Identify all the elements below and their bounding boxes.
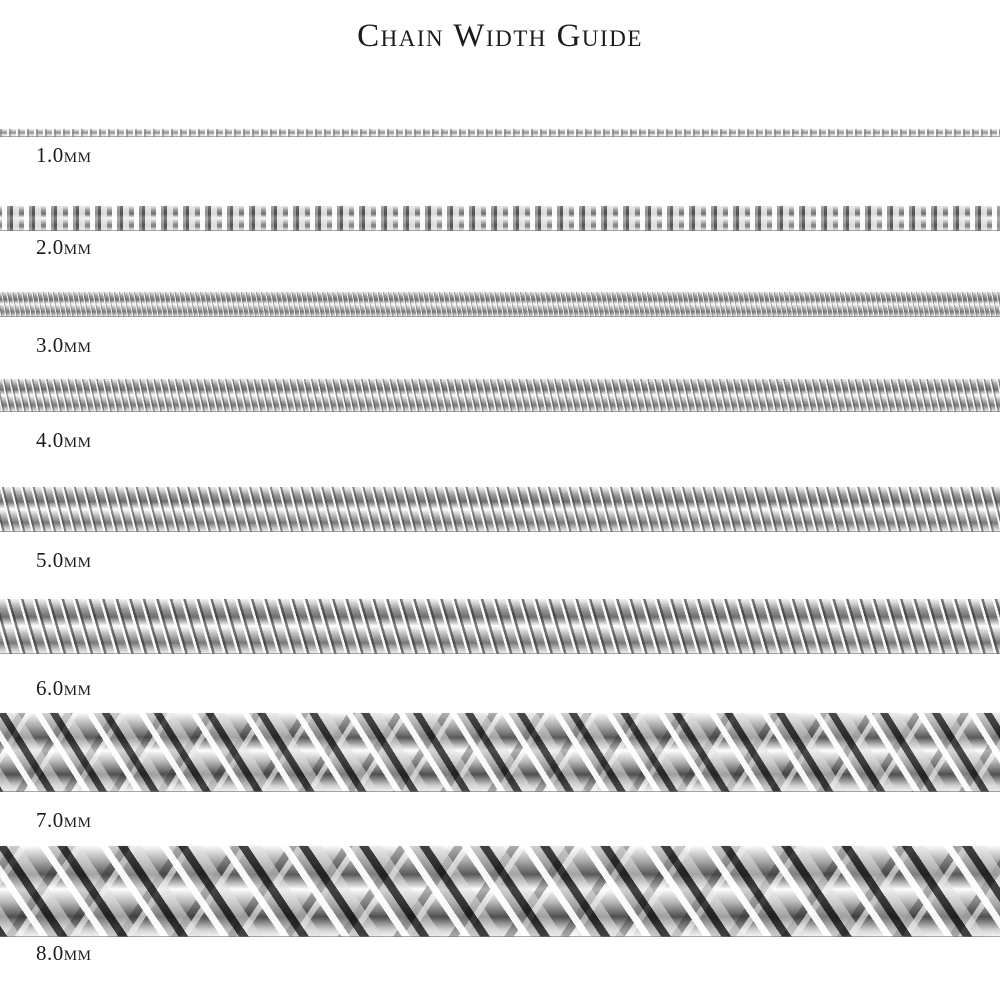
chain-image-1-0mm — [0, 128, 1000, 137]
chain-label-6-0mm: 6.0mm — [36, 676, 92, 700]
chain-image-8-0mm — [0, 845, 1000, 937]
chain-label-7-0mm: 7.0mm — [36, 808, 92, 832]
chain-image-7-0mm — [0, 712, 1000, 792]
chain-image-5-0mm — [0, 486, 1000, 532]
page-title: Chain Width Guide — [357, 18, 643, 54]
chain-image-4-0mm — [0, 378, 1000, 412]
chain-label-8-0mm: 8.0mm — [36, 941, 92, 965]
chain-label-3-0mm: 3.0mm — [36, 333, 92, 357]
chain-image-2-0mm — [0, 205, 1000, 231]
chain-label-1-0mm: 1.0mm — [36, 143, 92, 167]
chain-image-6-0mm — [0, 598, 1000, 654]
chain-label-4-0mm: 4.0mm — [36, 428, 92, 452]
chain-image-3-0mm — [0, 291, 1000, 317]
chain-label-2-0mm: 2.0mm — [36, 235, 92, 259]
chain-label-5-0mm: 5.0mm — [36, 548, 92, 572]
